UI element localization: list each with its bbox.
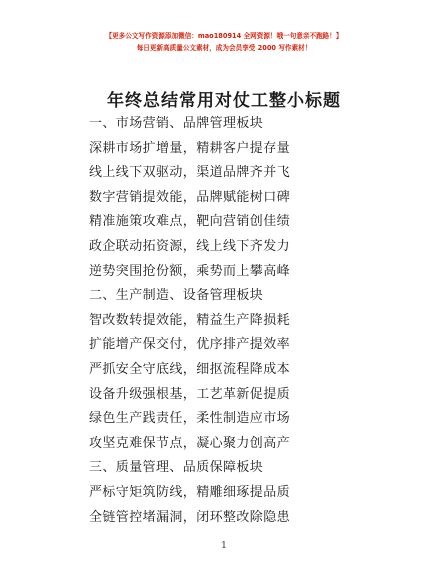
body-line: 数字营销提效能，品牌赋能树口碑: [89, 189, 291, 205]
body-line: 逆势突围抢份额，乘势而上攀高峰: [89, 263, 291, 279]
body-line: 精准施策攻难点，靶向营销创佳绩: [89, 214, 291, 230]
section-heading-production: 二、生产制造、设备管理板块: [89, 288, 264, 304]
document-body: [89, 112, 389, 530]
body-line: 智改数转提效能，精益生产降损耗: [89, 312, 291, 328]
body-line: 攻坚克难保节点，凝心聚力创高产: [89, 435, 291, 451]
body-line: 严抓安全守底线，细抠流程降成本: [89, 361, 291, 377]
section-heading-marketing: 一、市场营销、品牌管理板块: [89, 116, 264, 131]
body-line: 设备升级强根基，工艺革新促提质: [89, 386, 291, 402]
section-heading-quality: 三、质量管理、品质保障板块: [89, 460, 264, 476]
body-line: 政企联动拓资源，线上线下齐发力: [89, 238, 291, 254]
body-line: 绿色生产践责任，柔性制造应市场: [89, 411, 291, 427]
page-number: 1: [221, 541, 227, 551]
body-line: 深耕市场扩增量，精耕客户提存量: [89, 140, 291, 156]
promo-banner-line-1: 【更多公文写作资源添加微信：mao180914 全网资源！哦一句意亲不跑路！】: [105, 32, 343, 40]
body-line: 严标守矩筑防线，精雕细琢提品质: [89, 484, 291, 500]
document-title: 年终总结常用对仗工整小标题: [107, 91, 341, 111]
body-line: 扩能增产保交付，优序排产提效率: [89, 337, 291, 353]
body-line: 线上线下双驱动，渠道品牌齐并飞: [89, 165, 291, 181]
body-line: 全链管控堵漏洞，闭环整改除隐患: [89, 509, 291, 525]
promo-banner-line-2: 每日更新高质量公文素材，成为会员享受 2000 写作素材！: [136, 44, 312, 52]
